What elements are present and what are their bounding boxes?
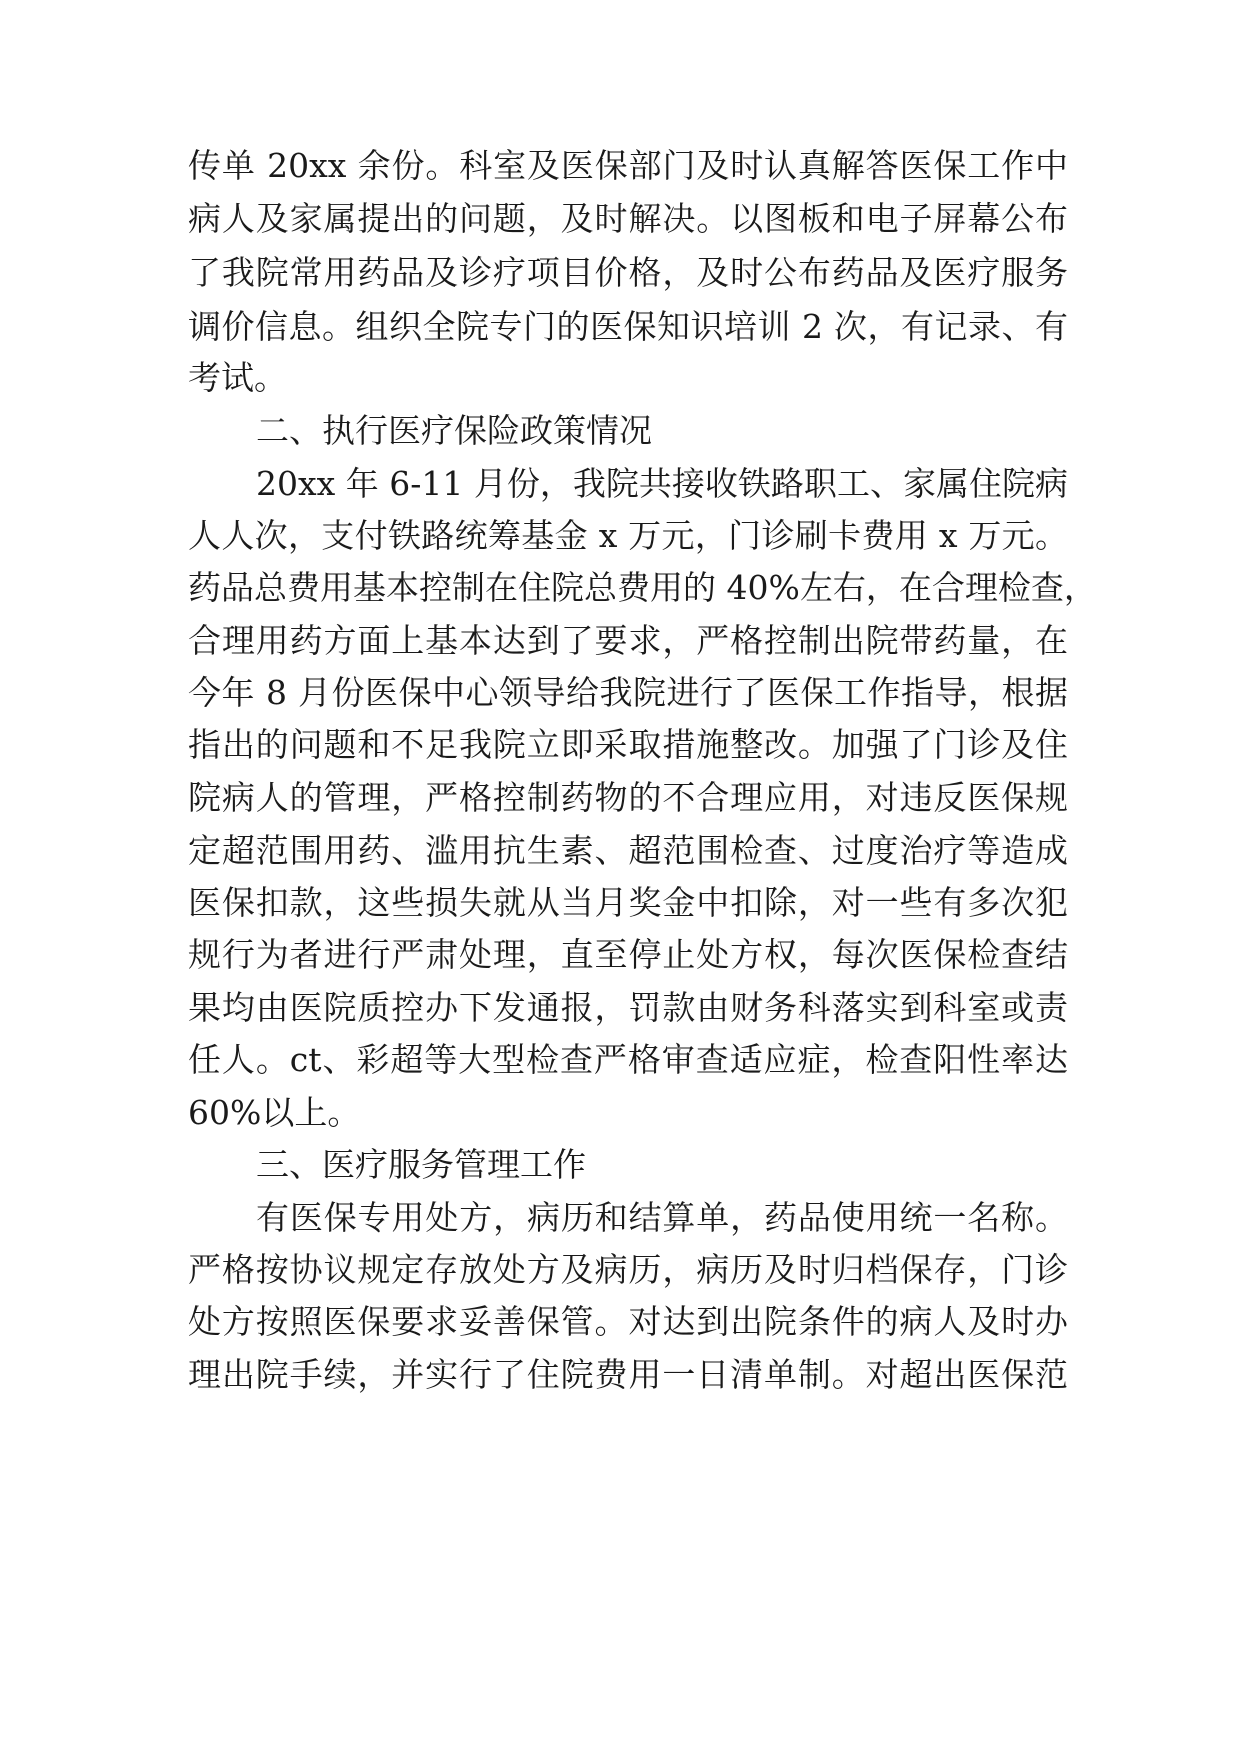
paragraph-line: 医保扣款，这些损失就从当月奖金中扣除，对一些有多次犯 <box>188 883 1068 922</box>
paragraph-line: 人人次，支付铁路统筹基金 x 万元，门诊刷卡费用 x 万元。 <box>188 516 1068 555</box>
paragraph-line: 院病人的管理，严格控制药物的不合理应用，对违反医保规 <box>188 778 1068 817</box>
paragraph-line: 任人。ct、彩超等大型检查严格审查适应症，检查阳性率达 <box>188 1040 1068 1079</box>
paragraph-line: 今年 8 月份医保中心领导给我院进行了医保工作指导，根据 <box>188 673 1068 712</box>
paragraph-line: 合理用药方面上基本达到了要求，严格控制出院带药量，在 <box>188 621 1068 660</box>
paragraph-line: 调价信息。组织全院专门的医保知识培训 2 次，有记录、有 <box>188 307 1068 346</box>
paragraph-line: 60%以上。 <box>188 1093 361 1132</box>
paragraph-line: 有医保专用处方，病历和结算单，药品使用统一名称。 <box>256 1198 1068 1237</box>
paragraph-line: 定超范围用药、滥用抗生素、超范围检查、过度治疗等造成 <box>188 831 1068 870</box>
paragraph-line: 了我院常用药品及诊疗项目价格，及时公布药品及医疗服务 <box>188 253 1068 292</box>
paragraph-line: 严格按协议规定存放处方及病历，病历及时归档保存，门诊 <box>188 1250 1068 1289</box>
paragraph-line: 考试。 <box>188 358 287 397</box>
section-heading-2: 二、执行医疗保险政策情况 <box>256 411 652 450</box>
paragraph-line: 果均由医院质控办下发通报，罚款由财务科落实到科室或责 <box>188 988 1068 1027</box>
paragraph-line: 理出院手续，并实行了住院费用一日清单制。对超出医保范 <box>188 1355 1068 1394</box>
paragraph-line: 20xx 年 6-11 月份，我院共接收铁路职工、家属住院病 <box>256 464 1068 503</box>
paragraph-line: 指出的问题和不足我院立即采取措施整改。加强了门诊及住 <box>188 725 1068 764</box>
section-heading-3: 三、医疗服务管理工作 <box>256 1145 586 1184</box>
paragraph-line: 传单 20xx 余份。科室及医保部门及时认真解答医保工作中 <box>188 146 1068 185</box>
paragraph-line: 病人及家属提出的问题，及时解决。以图板和电子屏幕公布 <box>188 199 1068 238</box>
paragraph-line: 处方按照医保要求妥善保管。对达到出院条件的病人及时办 <box>188 1302 1068 1341</box>
paragraph-line: 药品总费用基本控制在住院总费用的 40%左右，在合理检查， <box>188 568 1097 607</box>
paragraph-line: 规行为者进行严肃处理，直至停止处方权，每次医保检查结 <box>188 935 1068 974</box>
